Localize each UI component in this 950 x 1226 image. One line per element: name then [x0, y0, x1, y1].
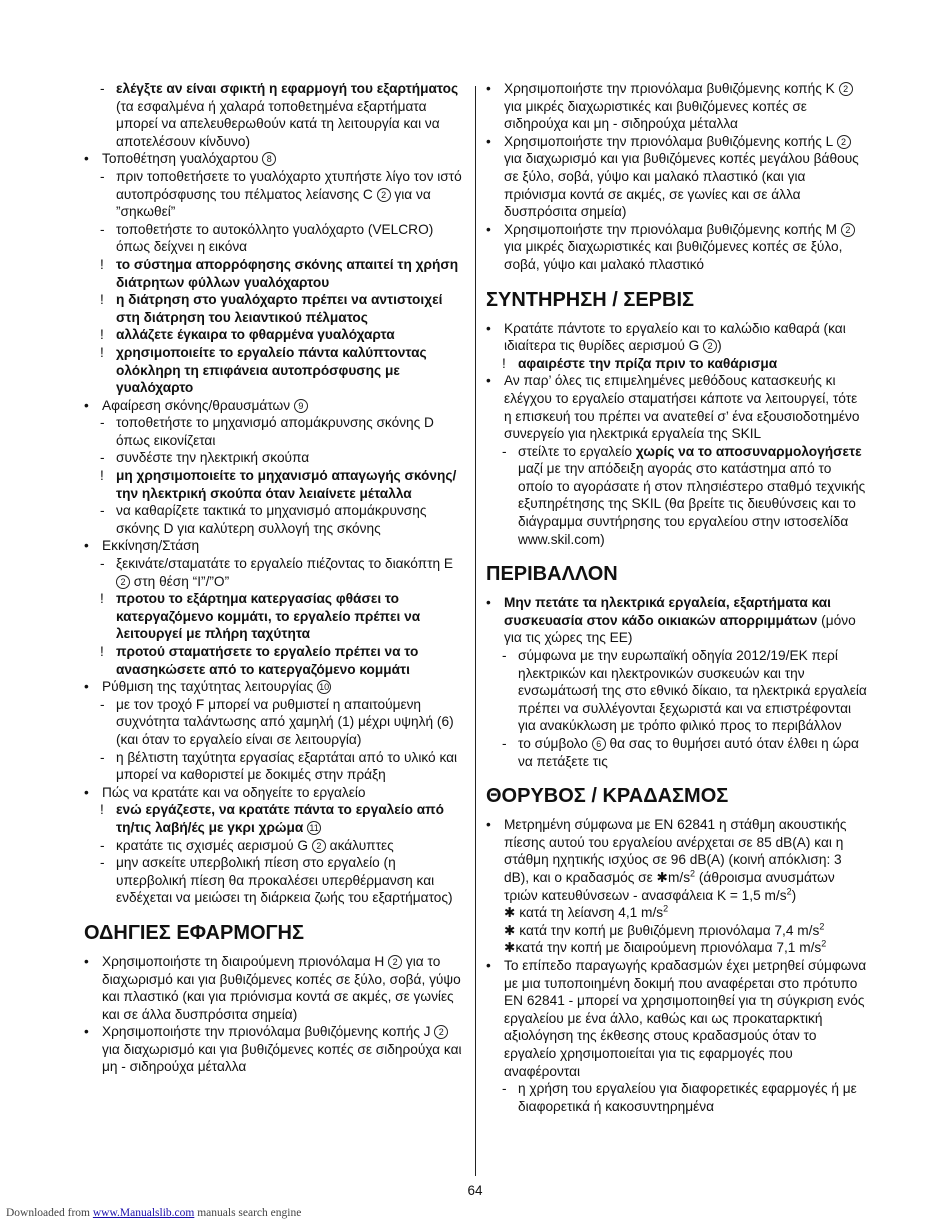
bullet-marker: •	[486, 320, 491, 336]
sub-item	[84, 80, 466, 150]
item-text-block	[504, 905, 668, 920]
warning-marker: !	[100, 256, 104, 272]
bullet-item	[84, 784, 466, 802]
warning-marker: !	[100, 591, 104, 607]
item-text: σύμφωνα με την ευρωπαϊκή οδηγία 2012/19/ΕΚ περί ηλεκτρικών και ηλεκτρονικών συσκευών και την ενσωμάτωσή της στο εθνικό δίκαιο, τα ηλεκτρικά εργαλεία πρέπει να συλλέγονται ξεχωριστά και να επιστρέφονται για ανακύκλωση με τρόπο φιλικό προς το περιβάλλον	[518, 648, 867, 734]
sub-item	[84, 555, 466, 590]
item-text: Αν παρ’ όλες τις επιμελημένες μεθόδους κατασκευής κι ελέγχου το εργαλείο σταματήσει κάποτε να λειτουργεί, τότε η επισκευή του πρέπει να ανατεθεί σ’ ένα εξουσιοδοτημένο συνεργείο για ηλεκτρικά εργαλεία της SKIL	[504, 373, 860, 442]
dash-marker: -	[100, 503, 105, 519]
bullet-item	[84, 150, 466, 168]
item-text-block	[116, 450, 309, 465]
item-tail: ακάλυπτες	[325, 837, 394, 853]
item-tail: για διαχωρισμό και για βυθιζόμενες κοπές σε σιδηρούχα και μη - σιδηρούχα μέταλλα	[102, 1041, 462, 1075]
download-footer	[6, 1207, 301, 1219]
warning-marker: !	[100, 644, 104, 659]
item-text-block	[102, 679, 331, 694]
item-text: πριν τοποθετήσετε το γυαλόχαρτο χτυπήστε λίγο τον ιστό αυτοπρόσφυσης του πέλματος λείανσης C	[116, 168, 462, 202]
item-text: με τον τροχό F μπορεί να ρυθμιστεί η απαιτούμενη συχνότητα ταλάντωσης από χαμηλή (1) μέχρι υψηλή (6) (και όταν το εργαλείο είναι σε λειτουργία)	[116, 696, 454, 747]
item-text: Χρησιμοποιήστε τη διαιρούμενη πριονόλαμα H	[102, 953, 385, 969]
item-text: Αφαίρεση σκόνης/θραυσμάτων	[102, 397, 291, 413]
item-text-block	[116, 345, 427, 395]
sub-item	[84, 467, 466, 502]
item-text: μη χρησιμοποιείτε το μηχανισμό απαγωγής σκόνης/την ηλεκτρική σκούπα όταν λειαίνετε μέταλλα	[116, 468, 457, 501]
warning-marker: !	[100, 802, 104, 818]
item-text-block	[504, 595, 856, 645]
sub-item	[84, 749, 466, 784]
item-text: αφαιρέστε την πρίζα πριν το καθάρισμα	[518, 355, 778, 371]
item-text-block	[116, 415, 434, 448]
bullet-item	[486, 80, 868, 133]
sub-item	[84, 256, 466, 291]
item-text-block	[116, 222, 433, 255]
section-heading: ΟΔΗΓΙΕΣ ΕΦΑΡΜΟΓΗΣ	[84, 921, 304, 944]
item-text: η χρήση του εργαλείου για διαφορετικές εφαρμογές ή με διαφορετικά ή κακοσυντηρημένα	[518, 1081, 857, 1114]
dash-marker: -	[100, 168, 105, 184]
item-text-block	[102, 398, 308, 413]
item-text-block	[504, 817, 847, 902]
item-tail: θα σας το θυμήσει αυτό όταν έλθει η ώρα να πετάξετε τις	[518, 736, 859, 769]
item-text-block	[504, 940, 826, 955]
warning-marker: !	[502, 355, 506, 371]
bullet-item	[84, 953, 466, 1023]
item-lead: στείλτε το εργαλείο	[518, 443, 636, 459]
bullet-item	[84, 397, 466, 415]
item-text-block	[116, 697, 454, 747]
bullet-item	[486, 922, 868, 940]
item-tail: (άθροισμα ανυσμάτων τριών κατευθύνσεων - ανασφάλεια K = 1,5 m/s	[504, 869, 835, 903]
item-tail: για διαχωρισμό και για βυθιζόμενες κοπές μεγάλου βάθους σε ξύλο, σοβά, γύψο και μαλακό πλαστικό (και για πριόνισμα κοντά σε ακμές, σε γωνίες και σε άλλα δυσπρόσιτα σημεία)	[504, 151, 859, 220]
dash-marker: -	[502, 1081, 507, 1097]
sub-item	[84, 326, 466, 344]
sub-item	[84, 696, 466, 749]
item-text: ελέγξτε αν είναι σφικτή η εφαρμογή του εξαρτήματος	[116, 81, 459, 96]
bullet-item	[84, 1023, 466, 1076]
bullet-item	[486, 320, 868, 355]
dash-marker: -	[502, 736, 507, 751]
item-text: Πώς να κρατάτε και να οδηγείτε το εργαλείο	[102, 784, 366, 800]
item-tail: για το διαχωρισμό και για βυθιζόμενες κοπές σε ξύλο, σοβά, γύψο και πλαστικό (και για πριόνισμα κοντά σε ακμές, σε γωνίες και σε άλλα δυσπρόσιτα σημεία)	[102, 953, 461, 1022]
figure-ref-number: 2	[703, 339, 717, 353]
item-text: προτού σταματήσετε το εργαλείο πρέπει να το ανασηκώσετε από το κατεργαζόμενο κομμάτι	[116, 644, 419, 677]
section-heading: ΠΕΡΙΒΑΛΛΟΝ	[486, 563, 618, 586]
item-text-block	[116, 81, 458, 149]
figure-ref-number: 6	[592, 737, 606, 751]
item-text-block	[504, 923, 824, 938]
item-text: συνδέστε την ηλεκτρική σκούπα	[116, 450, 310, 466]
item-tail: (μόνο για τις χώρες της ΕΕ)	[504, 612, 856, 646]
item-text: τοποθετήστε το μηχανισμό απομάκρυνσης σκόνης D όπως εικονίζεται	[116, 415, 434, 448]
section-heading: ΘΟΡΥΒΟΣ / ΚΡΑΔΑΣΜΟΣ	[486, 785, 729, 808]
item-text-block	[102, 785, 366, 800]
item-text: ✱ κατά την κοπή με βυθιζόμενη πριονόλαμα 7,4 m/s	[504, 922, 820, 938]
sub-item	[84, 837, 466, 855]
item-text: Χρησιμοποιήστε την πριονόλαμα βυθιζόμενης κοπής L	[504, 133, 833, 149]
item-text: να καθαρίζετε τακτικά το μηχανισμό απομάκρυνσης σκόνης D για καλύτερη συλλογή της σκόνης	[116, 503, 427, 536]
item-tail: μαζί με την απόδειξη αγοράς στο κατάστημα από το οποίο το αγοράσατε ή στον πλησιέστερο σταθμό τεχνικής εξυπηρέτησης της SKIL (θα βρείτε τις διευθύνσεις και το διάγραμμα συντήρησης του εργαλείου στην ιστοσελίδα www.skil.com)	[518, 461, 866, 547]
superscript: 2	[663, 903, 669, 914]
bullet-item	[486, 957, 868, 1080]
bullet-marker: •	[84, 151, 89, 167]
bullet-marker: •	[486, 133, 491, 149]
bullet-item	[84, 678, 466, 696]
right-column	[486, 80, 868, 1115]
item-text-block	[518, 356, 777, 371]
figure-ref-number: 2	[434, 1025, 448, 1039]
item-text-block	[102, 151, 276, 166]
dash-marker: -	[100, 837, 105, 853]
item-text-block	[116, 556, 453, 589]
item-text-block	[116, 503, 426, 536]
warning-marker: !	[100, 468, 104, 484]
dash-marker: -	[100, 221, 105, 237]
item-text-block	[116, 292, 442, 325]
item-text-block	[504, 134, 859, 219]
item-text-block	[116, 644, 418, 677]
item-text: Το επίπεδο παραγωγής κραδασμών έχει μετρηθεί σύμφωνα με μια τυποποιημένη δοκιμή που αναφέρεται στο πρότυπο EN 62841 - μπορεί να χρησιμοποιηθεί για τη σύγκριση ενός εργαλείου με ένα άλλο, καθώς και ως προκαταρκτική αξιολόγηση της έκθεσης στους κραδασμούς όταν το εργαλείο χρησιμοποιείται για τις εφαρμογές που αναφέρονται	[504, 957, 867, 1079]
sub-item	[84, 414, 466, 449]
item-tail: για μικρές διαχωριστικές και βυθιζόμενες κοπές σε ξύλο, σοβά, γύψο και μαλακό πλαστικό	[504, 239, 843, 272]
item-tail: )	[717, 338, 722, 354]
item-text-block	[116, 855, 453, 905]
sub-item	[84, 344, 466, 397]
bullet-marker: •	[486, 373, 491, 389]
item-text-block	[116, 257, 458, 290]
dash-marker: -	[100, 556, 105, 572]
bullet-marker: •	[84, 1024, 89, 1040]
bullet-marker: •	[486, 221, 491, 237]
item-tail: για να ”σηκωθεί”	[116, 186, 431, 220]
bullet-marker: •	[84, 538, 89, 554]
item-text-block	[116, 468, 456, 501]
item-text: Τοποθέτηση γυαλόχαρτου	[102, 151, 259, 167]
superscript: 2	[690, 868, 696, 879]
figure-ref-number: 2	[837, 135, 851, 149]
item-tail: στη θέση “I”/”O”	[130, 573, 230, 589]
dash-marker: -	[100, 749, 105, 765]
dash-marker: -	[502, 443, 507, 459]
item-text-block	[518, 648, 867, 733]
item-text: μην ασκείτε υπερβολική πίεση στο εργαλείο (η υπερβολική πίεση θα προκαλέσει υπερθέρμανση και ενδέχεται να μειώσει τη διάρκεια ζωής του εξαρτήματος)	[116, 855, 453, 906]
manualslib-link[interactable]: www.Manualslib.com	[92, 1207, 195, 1219]
item-text: Κρατάτε πάντοτε το εργαλείο και το καλώδιο καθαρά (και ιδιαίτερα τις θυρίδες αερισμού G	[504, 320, 846, 354]
item-text: ✱ κατά τη λείανση 4,1 m/s	[504, 905, 664, 921]
warning-marker: !	[100, 344, 104, 360]
item-text: αλλάζετε έγκαιρα το φθαρμένα γυαλόχαρτα	[116, 327, 395, 343]
item-text: ξεκινάτε/σταματάτε το εργαλείο πιέζοντας το διακόπτη E	[116, 556, 454, 572]
sub-item	[486, 1080, 868, 1115]
bullet-item	[486, 904, 868, 922]
item-text-block	[102, 538, 199, 553]
item-text: Χρησιμοποιήστε την πριονόλαμα βυθιζόμενης κοπής J	[102, 1024, 431, 1040]
bullet-marker: •	[84, 953, 89, 969]
bullet-marker: •	[486, 81, 491, 96]
bullet-marker: •	[486, 957, 491, 973]
sub-item	[84, 221, 466, 256]
item-tail: )	[791, 887, 797, 903]
bullet-marker: •	[486, 595, 491, 611]
sub-item	[84, 291, 466, 326]
dash-marker: -	[100, 696, 105, 712]
item-text: προτου το εξάρτημα κατεργασίας φθάσει το κατεργαζόμενο κομμάτι, το εργαλείο πρέπει να λειτουργεί με πλήρη ταχύτητα	[116, 591, 421, 642]
bullet-marker: •	[84, 784, 89, 800]
sub-item	[84, 590, 466, 643]
item-text: χρησιμοποιείτε το εργαλείο πάντα καλύπτοντας ολόκληρη τη επιφάνεια αυτοπρόσφυσης με γυαλόχαρτο	[116, 344, 427, 396]
sub-item	[486, 647, 868, 735]
item-text-block	[504, 321, 846, 354]
figure-ref-number: 2	[839, 82, 853, 96]
superscript: 2	[819, 921, 825, 932]
bullet-item	[486, 816, 868, 904]
item-text: Εκκίνηση/Στάση	[102, 538, 200, 554]
sub-item	[84, 801, 466, 836]
figure-ref-number: 10	[319, 682, 330, 693]
item-text: η βέλτιστη ταχύτητα εργασίας εξαρτάται από το υλικό και μπορεί να καθοριστεί με δοκιμές στην πράξη	[116, 749, 458, 783]
figure-ref-number: 9	[294, 399, 308, 413]
item-text-block	[518, 1081, 857, 1114]
item-text: το σύμβολο	[518, 736, 588, 751]
bullet-item	[486, 372, 868, 442]
bullet-item	[486, 133, 868, 221]
sub-item	[84, 502, 466, 537]
figure-ref-number: 11	[307, 821, 321, 835]
dash-marker: -	[100, 450, 105, 466]
warning-marker: !	[100, 292, 104, 308]
item-text-block	[504, 958, 866, 1079]
figure-ref-number: 2	[312, 839, 326, 853]
footer-suffix: manuals search engine	[194, 1207, 302, 1219]
item-text-block	[116, 591, 420, 641]
page-number: 64	[467, 1183, 483, 1198]
item-tail: για μικρές διαχωριστικές και βυθιζόμενες κοπές σε σιδηρούχα και μη - σιδηρούχα μέταλλα	[504, 98, 807, 132]
figure-ref-number: 2	[388, 955, 402, 969]
item-text: ✱κατά την κοπή με διαιρούμενη πριονόλαμα 7,1 m/s	[504, 940, 822, 956]
warning-marker: !	[100, 327, 104, 343]
item-text-block	[116, 169, 462, 219]
item-text: η διάτρηση στο γυαλόχαρτο πρέπει να αντιστοιχεί στη διάτρηση του λειαντικού πέλματος	[116, 292, 443, 325]
item-text-block	[102, 954, 461, 1022]
item-text: ενώ εργάζεστε, να κρατάτε πάντα το εργαλείο από τη/τις λαβή/ές με γκρι χρώμα	[116, 802, 445, 835]
section-heading: ΣΥΝΤΗΡΗΣΗ / ΣΕΡΒΙΣ	[486, 288, 695, 311]
sub-item	[84, 643, 466, 678]
figure-ref-number: 2	[116, 575, 130, 589]
item-text: το σύστημα απορρόφησης σκόνης απαιτεί τη χρήση διάτρητων φύλλων γυαλόχαρτου	[116, 256, 459, 290]
item-text-block	[504, 373, 859, 441]
item-text-block	[116, 838, 394, 853]
left-column	[84, 80, 466, 1076]
item-text-block	[518, 736, 859, 769]
sub-item	[486, 443, 868, 549]
footer-prefix: Downloaded from	[6, 1207, 93, 1219]
item-text-block	[102, 1024, 462, 1074]
item-text: Ρύθμιση της ταχύτητας λειτουργίας	[102, 679, 314, 695]
dash-marker: -	[100, 81, 105, 96]
item-text: χωρίς να το αποσυναρμολογήσετε	[635, 443, 862, 459]
sub-item	[84, 854, 466, 907]
sub-item	[486, 735, 868, 770]
figure-ref-number: 2	[841, 223, 855, 237]
bullet-marker: •	[486, 817, 491, 833]
item-text-block	[504, 222, 855, 272]
sub-item	[84, 168, 466, 221]
item-text: Χρησιμοποιήστε την πριονόλαμα βυθιζόμενης κοπής M	[504, 221, 838, 237]
dash-marker: -	[100, 855, 105, 871]
item-text: Μην πετάτε τα ηλεκτρικά εργαλεία, εξαρτήματα και συσκευασία στον κάδο οικιακών απορριμμάτων	[504, 595, 831, 628]
superscript: 2	[786, 886, 792, 896]
sub-item	[84, 449, 466, 467]
sub-item	[486, 355, 868, 373]
item-text: τοποθετήστε το αυτοκόλλητο γυαλόχαρτο (VELCRO) όπως δείχνει η εικόνα	[116, 221, 434, 255]
figure-ref-number: 8	[262, 152, 276, 166]
figure-ref-number: 2	[377, 188, 391, 202]
dash-marker: -	[502, 648, 507, 664]
bullet-item	[486, 221, 868, 274]
item-text-block	[116, 750, 457, 783]
item-text: Χρησιμοποιήστε την πριονόλαμα βυθιζόμενης κοπής K	[504, 81, 835, 96]
item-text-block	[116, 802, 444, 835]
item-text: Μετρημένη σύμφωνα με EN 62841 η στάθμη ακουστικής πίεσης αυτού του εργαλείου ανέρχεται σε 85 dB(A) και η στάθμη ηχητικής ισχύος σε 96 dB(A) (κοινή απόκλιση: 3 dB), και ο κραδασμός σε ✱m/s	[504, 817, 847, 885]
dash-marker: -	[100, 415, 105, 431]
item-tail: (τα εσφαλμένα ή χαλαρά τοποθετημένα εξαρτήματα μπορεί να απελευθερωθούν κατά τη λειτουργία και να αποτελέσουν κίνδυνο)	[116, 98, 440, 149]
column-divider	[475, 86, 476, 1176]
bullet-item	[486, 939, 868, 957]
item-text-block	[518, 444, 865, 547]
bullet-marker: •	[84, 679, 89, 695]
item-text: κρατάτε τις σχισμές αερισμού G	[116, 837, 309, 853]
bullet-marker: •	[84, 397, 89, 413]
superscript: 2	[821, 938, 827, 949]
item-text-block	[504, 81, 853, 131]
bullet-item	[84, 537, 466, 555]
bullet-item	[486, 594, 868, 647]
item-text-block	[116, 327, 395, 342]
